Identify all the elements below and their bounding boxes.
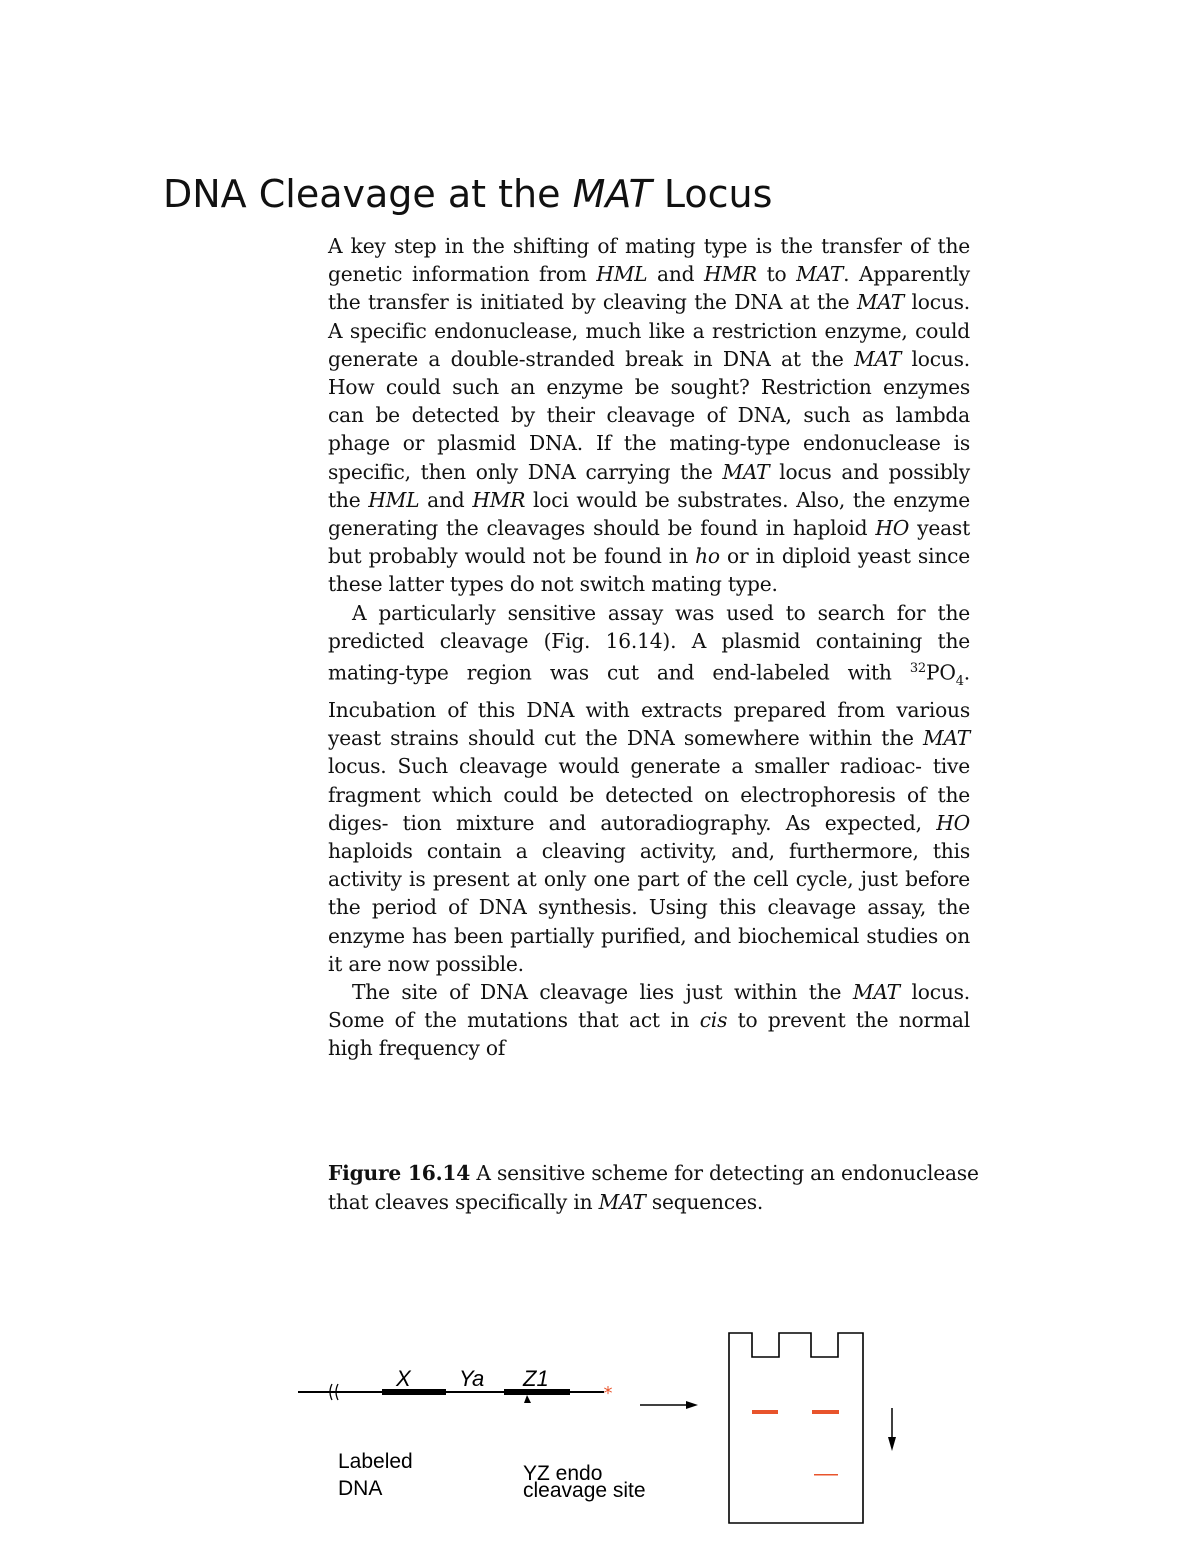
x-region-bar [382, 1389, 446, 1395]
text-run: A key step in the shifting of mating type is the transfer of the genetic information from [328, 234, 970, 287]
italic-term: HMR [704, 262, 757, 287]
italic-term: HO [875, 516, 910, 541]
italic-term: cis [699, 1008, 728, 1033]
italic-term: MAT [856, 290, 904, 315]
text-run: loci would be substrates. Also, the enzyme generating the cleavages should be found in haploid [328, 487, 970, 541]
italic-term: HML [368, 487, 420, 512]
region-label-ya: Ya [459, 1366, 485, 1391]
text-run: locus and possibly the [328, 459, 970, 512]
region-label-z1: Z1 [523, 1366, 549, 1391]
text-run: locus. Some of the mutations that act in [328, 980, 971, 1033]
region-label-x: X [396, 1366, 411, 1391]
chem-script: 4 [955, 673, 964, 689]
page-title: DNA Cleavage at the MAT Locus [163, 172, 773, 216]
italic-term: MAT [852, 980, 900, 1005]
text-run: PO [925, 660, 956, 685]
figure-label: Figure 16.14 [328, 1161, 471, 1185]
italic-term: MAT [854, 346, 902, 371]
text-run: locus. How could such an enzyme be sought? Restriction enzymes can be detected by their cleavage of DNA, such as lambda phage or plasmid DNA. If the mating-type endonuclease is specific, then only DNA carrying the [328, 346, 970, 484]
text-run: locus. A specific endonuclease, much like a restriction enzyme, could generate a double-stranded break in DNA at the [328, 290, 971, 371]
text-run: locus. Such cleavage would generate a smaller radioac- tive fragment which could be detected on electrophoresis of the diges- tion mixture and autoradiography. As expected, [328, 754, 970, 835]
italic-term: HML [596, 262, 648, 287]
text-run: or in diploid yeast since these latter types do not switch mating type. [328, 544, 970, 597]
text-run: . Apparently the transfer is initiated by cleaving the DNA at the [328, 262, 971, 315]
text-run: haploids contain a cleaving activity, and, furthermore, this activity is present at only one part of the cell cycle, just before the period of DNA synthesis. Using this cleavage assay, the enzyme has been partially purified, and biochemical studies on it are now possible. [328, 839, 970, 976]
text-run: and [419, 487, 473, 512]
italic-term: MAT [722, 459, 770, 484]
cleavage-label-line2: cleavage site [523, 1479, 646, 1502]
text-run: and [647, 262, 705, 287]
cleavage-label-line1: YZ endo [523, 1462, 603, 1485]
gel-band-cleaved [814, 1474, 838, 1476]
figure-caption: Figure 16.14 A sensitive scheme for detecting an endonuclease that cleaves specifically in MAT sequences. [328, 1161, 979, 1214]
text-run: to [756, 262, 797, 287]
process-arrow-icon [686, 1401, 698, 1409]
text-run: to prevent the normal high frequency of [328, 1008, 970, 1061]
labeled-dna-line2: DNA [338, 1477, 383, 1500]
labeled-dna-line1: Labeled [338, 1450, 413, 1473]
cleavage-site-marker [524, 1395, 531, 1403]
text-run: The site of DNA cleavage lies just within the [352, 980, 853, 1005]
text-run: yeast but probably would not be found in [328, 516, 970, 569]
italic-term: HMR [472, 487, 526, 512]
text-run: A particularly sensitive assay was used to search for the predicted cleavage (Fig. 16.14). A plasmid containing the mating-type region was cut and end-labeled with [328, 600, 970, 685]
italic-term: MAT [796, 262, 844, 287]
italic-term: ho [695, 544, 720, 569]
chem-script: 32 [909, 661, 926, 677]
italic-term: HO [936, 810, 970, 835]
gel-band-uncut-2 [812, 1410, 839, 1414]
gel-band-uncut-1 [752, 1410, 778, 1414]
migration-arrow-icon [888, 1437, 896, 1451]
label-asterisk: * [603, 1383, 613, 1404]
text-run: . Incubation of this DNA with extracts prepared from various yeast strains should cut the DNA somewhere within the [328, 660, 970, 751]
gel-outline [729, 1333, 863, 1523]
italic-term: MAT [922, 726, 970, 751]
